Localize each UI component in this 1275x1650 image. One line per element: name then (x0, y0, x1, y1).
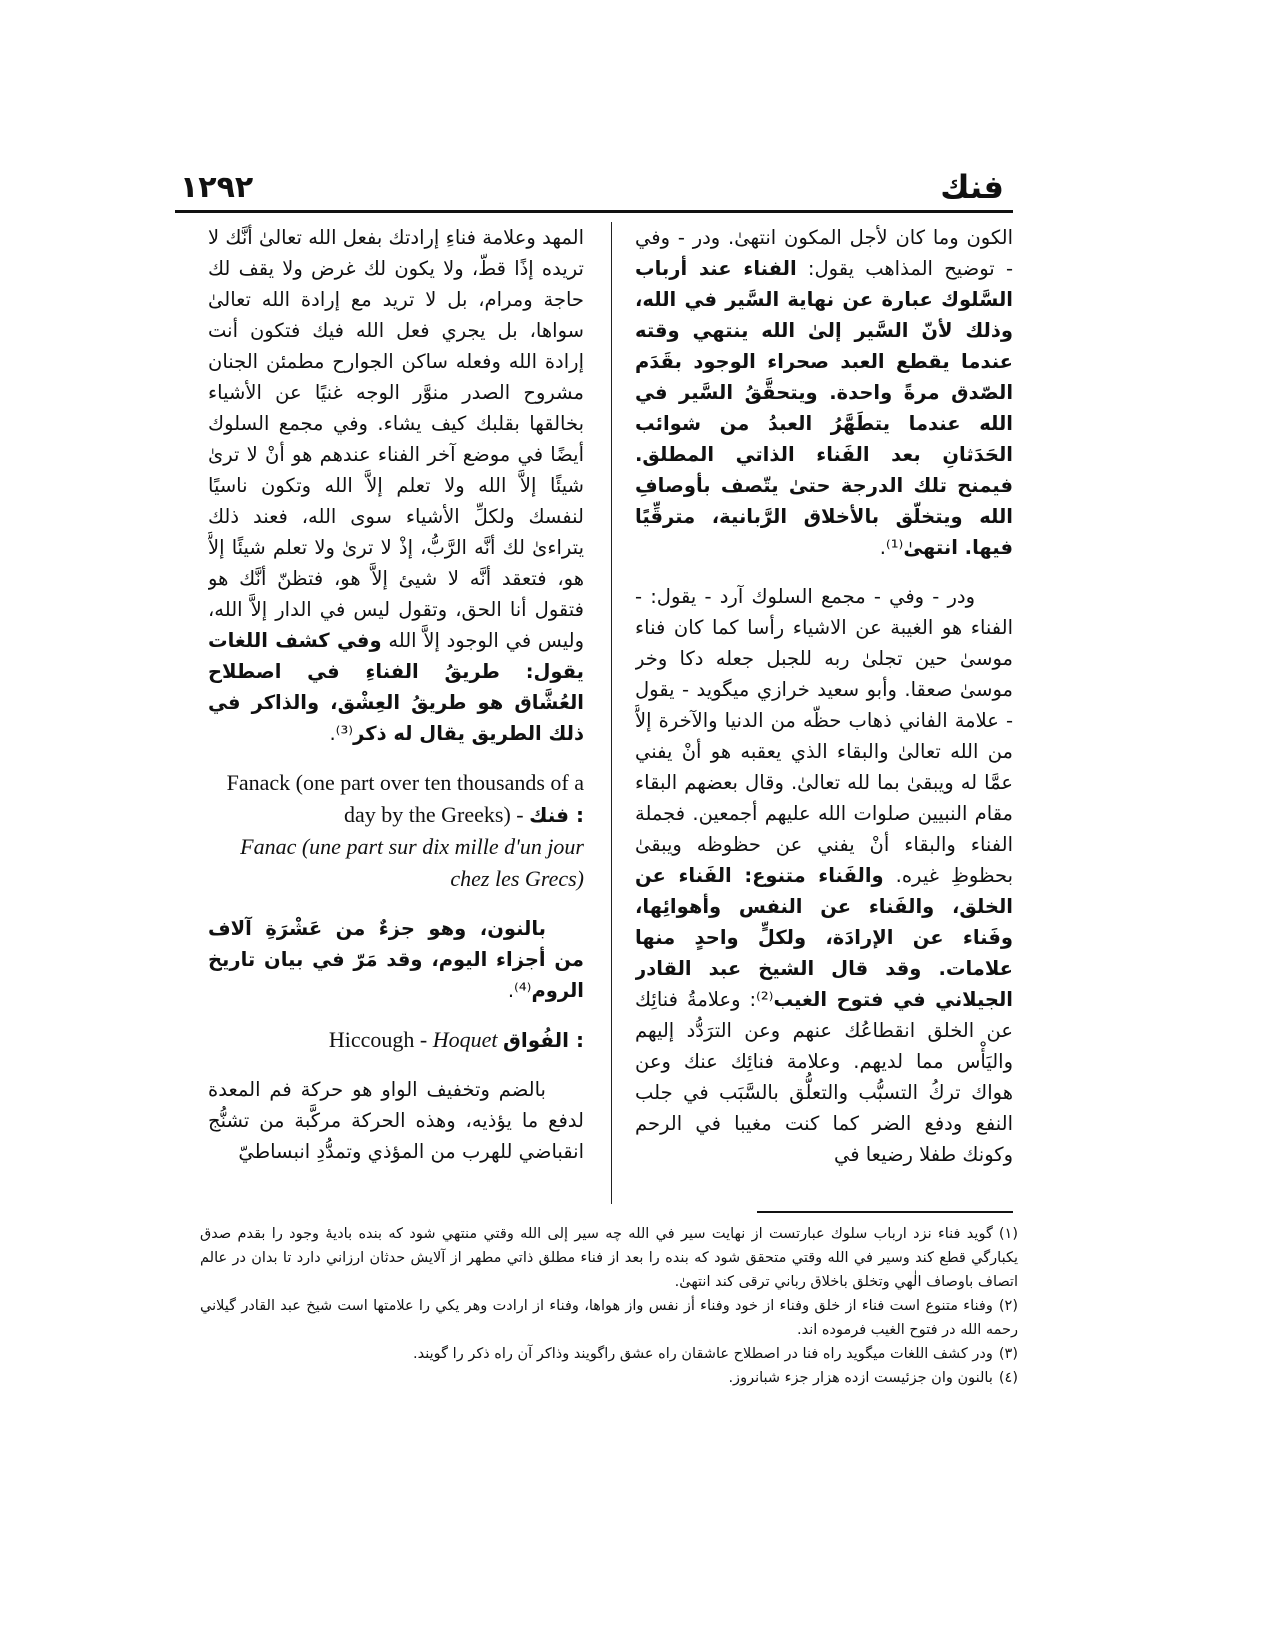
body-text: المهد وعلامة فناءِ إرادتك بفعل الله تعالىٰ أنَّك لا تريده إذًا قطّ، ولا يكون لك غرض ولا يقف لك حاجة ومرام، بل لا تريد مع إرادة الله تعالىٰ سواها، بل يجري فعل الله فيك فتكون أنت إرادة الله وفعله ساكن الجوارح مطمئن الجنان مشروح الصدر منوَّر الوجه غنيًا عن الأشياء بخالقها بقلبك كيف يشاء. وفي مجمع السلوك أيضًا في موضع آخر الفناء عندهم هو أنْ لا ترىٰ شيئًا إلاَّ الله ولا تعلم إلاَّ الله وتكون ناسيًا لنفسك ولكلِّ الأشياء سوى الله، فعند ذلك يتراءىٰ لك أنَّه الرَّبُّ، إذْ لا ترىٰ ولا تعلم شيئًا إلاَّ هو، فتعقد أنَّه لا شيئ إلاَّ هو، فتظنّ أنَّك هو فتقول أنا الحق، وتقول ليس في الدار إلاَّ الله، وليس في الوجود إلاَّ الله (208, 226, 584, 652)
body-text: بالضم وتخفيف الواو هو حركة فم المعدة لدفع ما يؤذيه، وهذه الحركة مركَّبة من تشنُّج انقباضي للهرب من المؤذي وتمدُّدِ انبساطيّ (208, 1078, 584, 1163)
footnote-text: ودر كشف اللغات ميگويد راه فنا در اصطلاح عاشقان راه عشق راگويند وذاكر آن راه ذكر را گويند. (413, 1346, 993, 1362)
entry-latin-fr: Fanac (une part sur dix mille d'un jour chez les Grecs) (240, 834, 584, 891)
dictionary-entry-heading (208, 1024, 584, 1056)
footnote (200, 1294, 1018, 1342)
footnote (200, 1222, 1018, 1294)
footnotes (200, 1222, 1018, 1390)
body-text: ودر - وفي - مجمع السلوك آرد - يقول: - الفناء هو الغيبة عن الاشياء رأسا كما كان فناء موسىٰ حين تجلىٰ ربه للجبل جعله دكا وخر موسىٰ صعقا. وأبو سعيد خرازي ميگويد - يقول - علامة الفاني ذهاب حظّه من الدنيا والآخرة إلاَّ من الله تعالىٰ والبقاء الذي يعقبه هو أنْ يفني عمَّا له ويبقىٰ بما لله تعالىٰ. وقال بعضهم البقاء مقام النبيين صلوات الله عليهم أجمعين. فجملة الفناء والبقاء أنْ يفني عن حظوظه ويبقىٰ بحظوظِ غيره. (635, 585, 1013, 887)
column-divider (611, 222, 612, 1204)
right-column (635, 222, 1013, 1204)
running-head: فنك (940, 168, 1004, 206)
paragraph (208, 1074, 584, 1167)
footnote-ref: ⁽⁴⁾. (507, 979, 532, 1002)
page-number: ١٢٩٢ (180, 170, 254, 205)
footnote-text: وفناء متنوع است فناء از خلق وفناء از خود وفناء أز نفس واز هواها، وفناء از ارادت وهر يكي را علامتها است شيخ عبد القادر گيلاني رحمه الله در فتوح الغيب فرموده اند. (200, 1298, 1018, 1338)
footnote-number: (١) (998, 1226, 1018, 1242)
footnote-ref: ⁽³⁾. (329, 722, 354, 745)
bold-text: والفَناء متنوع: الفَناء عن الخلق، والفَناء عن النفس وأهوائِها، وفَناء عن الإرادَة، ولكلٍّ واحدٍ منها علامات. وقد قال الشيخ عبد القادر الجيلاني في فتوح الغيب (635, 864, 1013, 1011)
paragraph (208, 913, 584, 1006)
paragraph (208, 222, 584, 749)
footnote-text: بالنون وان جزئيست ازده هزار جزء شبانروز. (728, 1370, 993, 1386)
footnote-ref: ⁽¹⁾. (879, 536, 904, 559)
page-header (170, 168, 1010, 208)
footnote (200, 1366, 1018, 1390)
bold-text: الفناء عند أرباب السَّلوك عبارة عن نهاية السَّير في الله، وذلك لأنّ السَّير إلىٰ الله ينتهي وقته عندما يقطع العبد صحراء الوجود بقَدَم الصّدق مرةً واحدة. ويتحقَّقُ السَّير في الله عندما يتطَهَّرُ العبدُ من شوائب الحَدَثانِ بعد الفَناء الذاتي المطلق. فيمنح تلك الدرجة حتىٰ يتّصف بأوصافِ الله ويتخلّق بالأخلاق الرَّبانية، مترقِّيًا فيها. انتهىٰ (635, 257, 1013, 559)
entry-latin-fr: Hoquet (432, 1027, 498, 1052)
entry-word: الفُواق : (502, 1028, 584, 1052)
bold-text: بالنون، وهو جزءٌ من عَشْرَةِ آلاف من أجزاء اليوم، وقد مَرّ في بيان تاريخ الروم (208, 917, 584, 1002)
header-rule (175, 210, 1013, 213)
entry-latin-en: Fanack (one part over ten thousands of a day by the Greeks) - (226, 770, 584, 827)
paragraph (635, 581, 1013, 1170)
entry-word: فنك : (529, 803, 584, 827)
footnote-number: (٢) (998, 1298, 1018, 1314)
body-text: الكون وما كان لأجل المكون انتهىٰ. ودر - وفي - توضيح المذاهب يقول: (635, 226, 1013, 280)
footnote-number: (٤) (998, 1370, 1018, 1386)
footnote-text: گويد فناء نزد ارباب سلوك عبارتست از نهايت سير في الله چه سير إلى الله وقتي منتهي شود كه بنده باديهٔ وجود را بقدم صدق يكبارگي قطع كند وسير في الله وقتي متحقق شود كه بنده را بعد از فناء مطلق ذاتي مطهر از آلايش حدثان ارزاني دارد تا بدان در عالم اتصاف باوصاف الٰهي وتخلق باخلاق رباني ترقى كند انتهىٰ. (200, 1226, 1018, 1290)
bold-text: وفي كشف اللغات يقول: طريقُ الفناءِ في اصطلاح العُشَّاق هو طريقُ العِشْق، والذاكر في ذلك الطريق يقال له ذكر (208, 629, 584, 745)
dictionary-entry-heading (208, 767, 584, 895)
body-text: ⁽²⁾: وعلامةُ فنائِك عن الخلق انقطاعُك عنهم وعن الترَدُّد إليهم واليَأْس مما لديهم. وعلامة فنائِك عنك وعن هواك تركُ التسبُّب والتعلُّق بالسَّبَب في جلب النفع ودفع الضر كما كنت مغيبا في الرحم وكونك طفلا رضيعا في (635, 988, 1013, 1166)
entry-latin-en: Hiccough - (328, 1027, 433, 1052)
footnote-rule (757, 1211, 1013, 1213)
left-column (208, 222, 584, 1204)
paragraph (635, 222, 1013, 563)
footnote (200, 1342, 1018, 1366)
footnote-number: (٣) (998, 1346, 1018, 1362)
